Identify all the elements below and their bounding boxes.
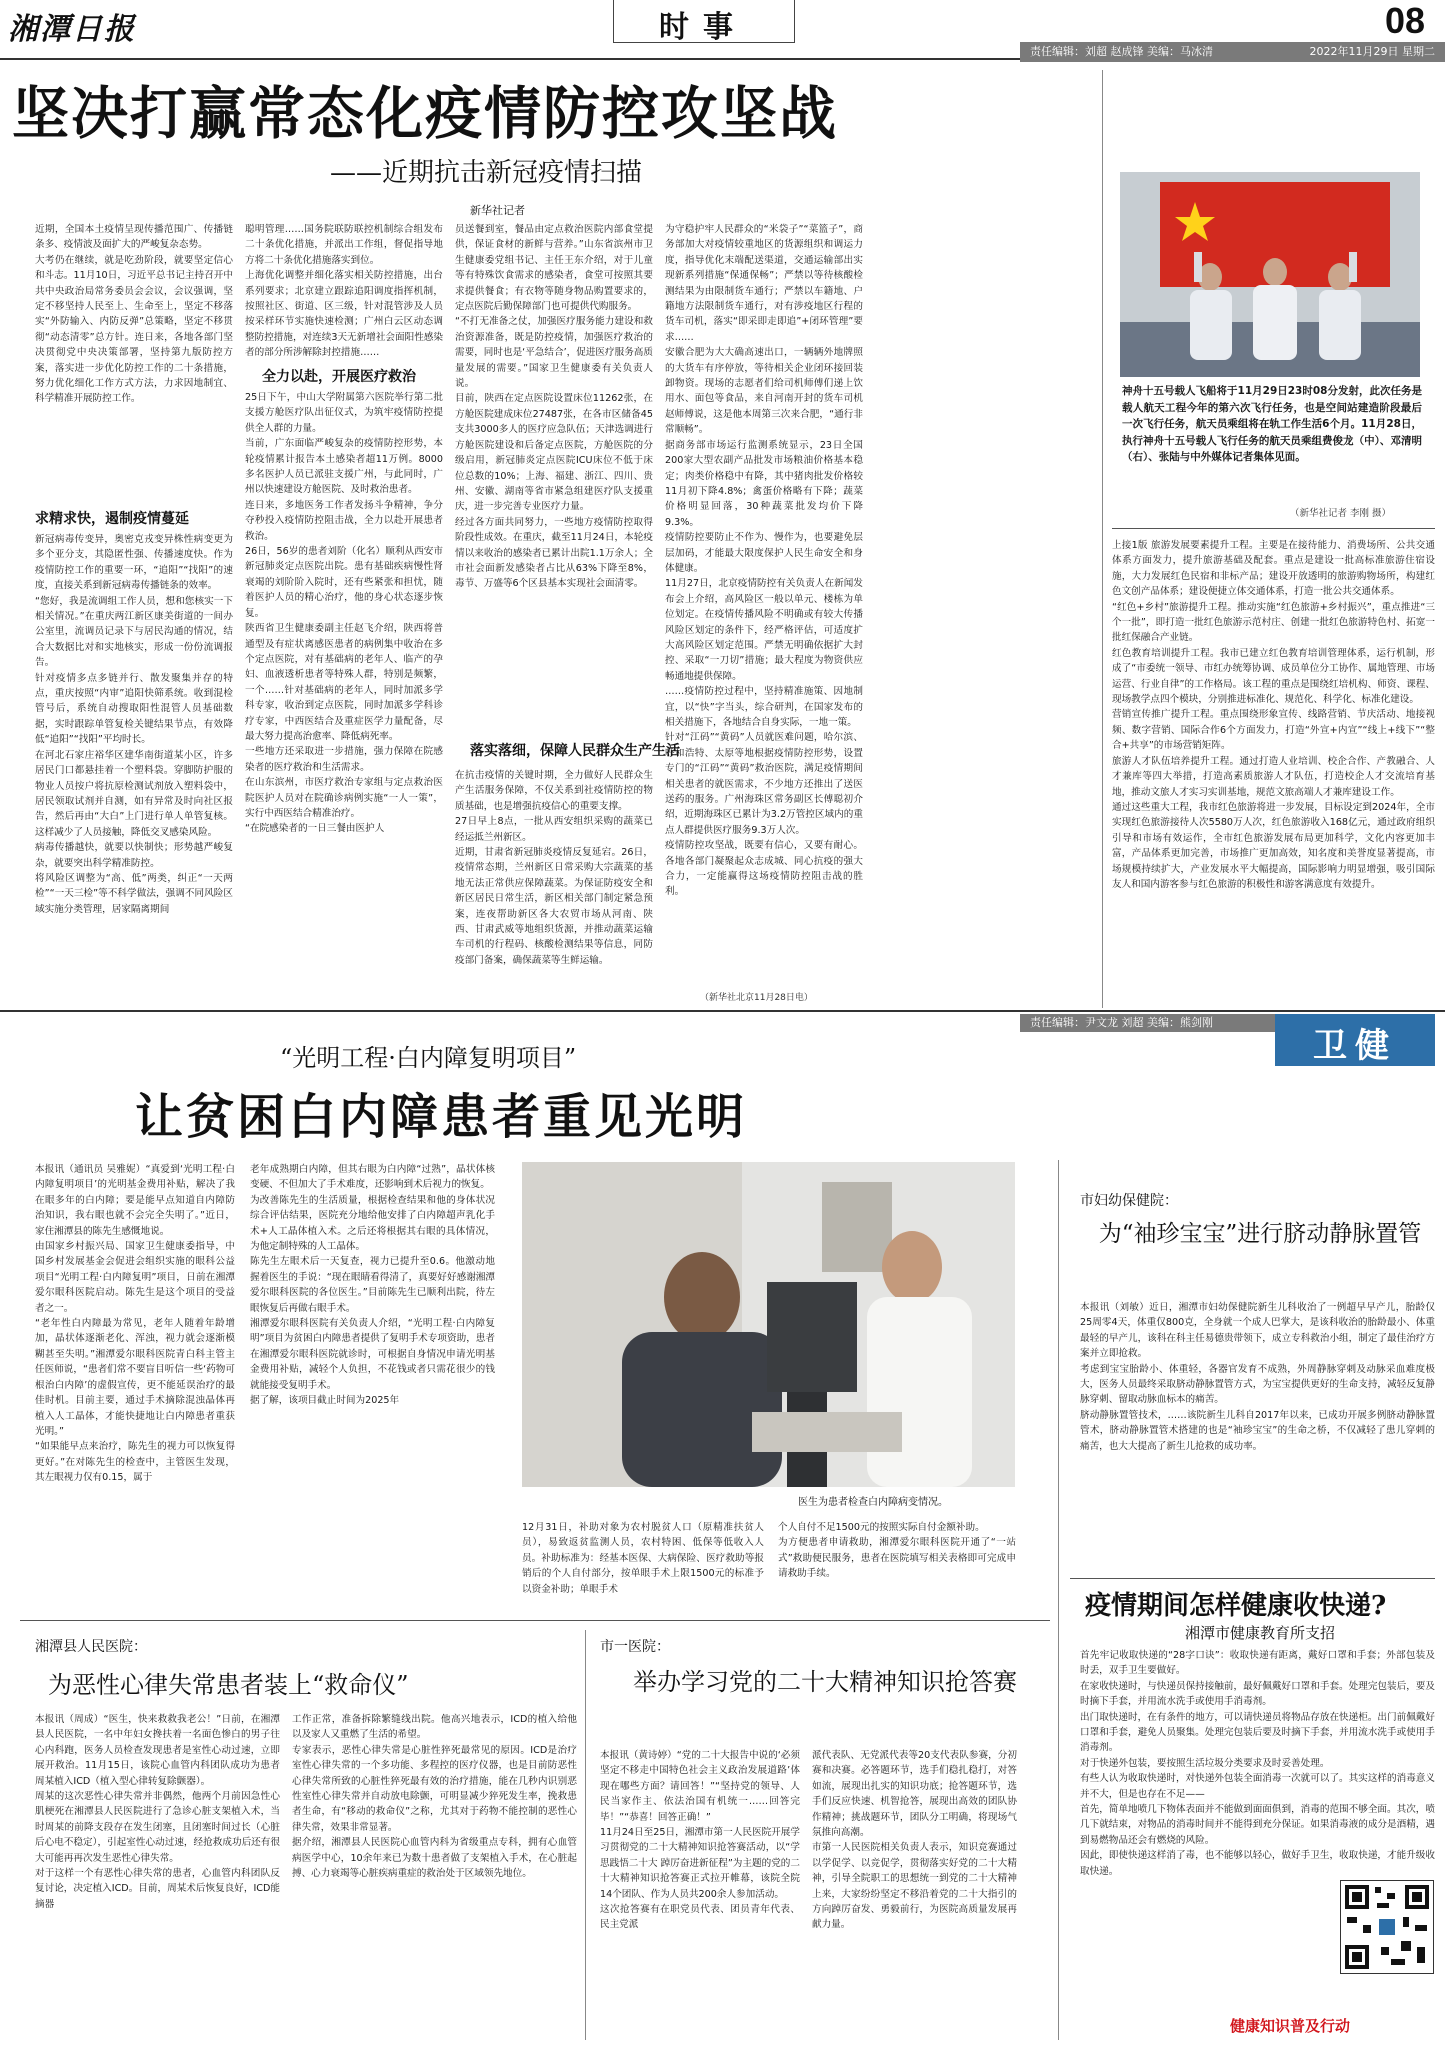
cataract-photo-caption: 医生为患者检查白内障病变情况。: [798, 1497, 948, 1508]
astronaut-photo: [1120, 172, 1420, 377]
cataract-exam-photo: [522, 1162, 1015, 1487]
lower-mid-divider: [585, 1630, 586, 2040]
first-hospital-column-1: 本报讯（黄诗婷）“党的二十大报告中说的‘必须坚定不移走中国特色社会主义政治发展道路’体现在哪些方面？请回答！”“坚持党的领导、人民当家作主、依法治国有机统一……回答完毕！”“恭喜！回答正确！” 11月24日至25日，湘潭市第一人民医院开展学习贯彻党的二十大精神知识抢答赛活动，以“学思践悟二十大 踔厉奋进新征程”为主题的党的二十大精神知识抢答赛正式拉开帷幕，该院全院14个团队、作为人员共200余人参加活动。 这次抢答赛有在职党员代表、团员青年代表、民主党派: [600, 1750, 800, 1931]
health-headline: 让贫困白内障患者重见光明: [135, 1089, 748, 1145]
advice-block-rule: [1070, 1578, 1435, 1579]
story-dateline: （新华社北京11月28日电）: [700, 993, 813, 1003]
health-campaign-brand: [1230, 2015, 1350, 2036]
photo-caption: 神舟十五号载人飞船将于11月29日23时08分发射，此次任务是载人航天工程今年的第六次飞行任务，也是空间站建造阶段最后一次飞行任务，航天员乘组将在轨工作生活6个月。11月28日，执行神舟十五号载人飞行任务的航天员乘组费俊龙（中）、邓清明（右）、张陆与中外媒体记者集体见面。: [1122, 385, 1422, 463]
story-column-4: 为守稳护牢人民群众的“米袋子”“菜篮子”，商务部加大对疫情较重地区的货源组织和调运力度，指导优化末端配送渠道，交通运输部出实现新系列措施“保通保畅”；严禁以等待核酸检测结果为由限制货车通行；严禁以车籍地、户籍地方法限制货车通行，对有涉疫地区行程的货车司机，落实“即采即走即追”+闭环管理”要求…… 安徽合肥为大大确高速出口，一辆辆外地牌照的大货车有序停放，等待相关企业闭环接回装卸物资。现场的志愿者们给司机师傅们递上饮用水、面包等食品，来自河南开封的货车司机赵师傅说，这是他本周第三次来合肥，“通行非常顺畅”。 据商务部市场运行监测系统显示，23日全国200家大型农副产品批发市场粮油价格基本稳定；肉类价格稳中有降，其中猪肉批发价格较11月初下降4.8%；禽蛋价格略有下降；蔬菜价格明显回落，30种蔬菜批发均价下降9.3%。 疫情防控要防止不作为、慢作为，也要避免层层加码，才能最大限度保护人民生命安全和身体健康。 11月27日，北京疫情防控有关负责人在新闻发布会上介绍，高风险区一般以单元、楼栋为单位划定。在疫情传播风险不明确或有较大传播风险区划定的条件下，经严格评估，可适度扩大高风险区划定范围。严禁无明确依据扩大封控、采取“一刀切”措施；最大程度为物资供应畅通地提供保障。 ……疫情防控过程中，坚持精准施策、因地制宜，以“快”字当头，综合研判，在国家发布的相关措施下，各地结合自身实际，一地一策。 针对“江码”“黄码”人员就医难问题，哈尔滨、呼和浩特、太原等地根据疫情防控形势，设置专门的“江码”“黄码”救治医院，满足疫情期间相关患者的就医需求，不少地方还推出了送医送药的服务。广州海珠区常务副区长傅聪初介绍，近期海珠区已累计为3.2万管控区域内的重点人群提供医疗服务9.3万人次。 疫情防控攻坚战，既要有信心，又要有耐心。各地各部门凝聚起众志成城、同心抗疫的强大合力，一定能赢得这场疫情防控阻击战的胜利。: [665, 224, 863, 898]
story-column-2a: 聪明管理……国务院联防联控机制综合组发布二十条优化措施，并派出工作组，督促指导地方将二十条优化措施落实到位。 上海优化调整并细化落实相关防控措施，出台系列要求；北京建立跟踪追阳调度指挥机制，按照社区、街道、区三级，针对混管涉及人员按采样环节实施快速检测；广州白云区动态调整防控措施，对连续3天无新增社会面阳性感染者的部分所涉解除封控措施……: [245, 224, 443, 359]
subhead-3: 落实落细，保障人民群众生产生活: [470, 743, 680, 759]
mch-kicker: 市妇幼保健院：: [1080, 1193, 1178, 1209]
health-column-1: 本报讯（通讯员 吴雅妮）“真爱到‘光明工程·白内障复明项目’的光明基金费用补贴，解决了我在眼多年的白内障；要是能早点知道自内障防治知识，我右眼也就不会完全失明了。”近日，家住湘潭县的陈先生感慨地说。 由国家乡村振兴局、国家卫生健康委指导，中国乡村发展基金会促进会组织实施的眼科公益项目“光明工程·白内障复明”项目，日前在湘潭爱尔眼科医院启动。陈先生是这个项目的受益者之一。 “老年性白内障最为常见，老年人随着年龄增加，晶状体逐渐老化、浑浊，视力就会逐渐模糊甚至失明。”湘潭爱尔眼科医院青白科主管主任医师说，“患者们常不要盲目听信一些‘药物可根治白内障’的虚假宣传，更不能延误治疗的最佳时机。目前主要，通过手术摘除混浊晶体再植入人工晶体，才能快捷地让白内障患者重获光明。” “如果能早点来治疗，陈先生的视力可以恢复得更好。”在对陈先生的检查中，主管医生发现，其左眼视力仅有0.15，属于: [35, 1164, 235, 1484]
top-story-subheadline: ——近期抗击新冠疫情扫描: [330, 158, 643, 188]
astronaut-photo-illustration: [1120, 172, 1420, 377]
section-title: 时事: [659, 10, 747, 45]
photo-block-rule: [1112, 528, 1435, 529]
advice-headline: 疫情期间怎样健康收快递?: [1085, 1591, 1387, 1621]
story-column-3a: 员送餐到室，餐品由定点救治医院内部食堂提供，保证食材的新鲜与营养。”山东省滨州市卫生健康委党组书记、主任王东介绍，对于儿童等有特殊饮食需求的感染者，食堂可按照其要求提供餐食；有衣物等随身物品购置要求的，定点医院后勤保障部门也可提供代购服务。 “不打无准备之仗，加强医疗服务能力建设和救治资源准备，既是防控疫情，加强医疗救治的需要，同时也是‘平急结合’，促进医疗服务高质量发展的需要。”国家卫生健康委有关负责人说。 目前，陕西在定点医院设置床位11262张，在方舱医院建成床位27487张，在各市区储备45支共3000多人的医疗应急队伍；天津选调进行方舱医院建设和后备定点医院，方舱医院的分级启用，新冠肺炎定点医院ICU床位不低于床位总数的10%；上海、福建、浙江、四川、贵州、安徽、湖南等省市紧急组建医疗队支援重庆，进一步完善专业医疗力量。 经过各方面共同努力，一些地方疫情防控取得阶段性成效。在重庆，截至11月24日，本轮疫情以来收治的感染者已累计出院1.1万余人；全市社会面新发感染者占比从63%下降至8%，毒节、万盛等6个区县基本实现社会面清零。: [455, 224, 653, 590]
mch-headline: 为“袖珍宝宝”进行脐动静脉置管: [1098, 1221, 1422, 1247]
county-hospital-kicker: 湘潭县人民医院：: [35, 1639, 147, 1655]
editor-names: 责任编辑：刘超 赵成锋 美编：马冰清: [1030, 45, 1213, 58]
story-column-2b: 25日下午，中山大学附属第六医院举行第二批支援方舱医疗队出征仪式，为筑牢疫情防控提供全人群的力量。 当前，广东面临严峻复杂的疫情防控形势，本轮疫情累计报告本土感染者超11万例。8000多名医护人员已派驻支援广州，与此同时，广州以快速建设方舱医院、及时救治患者。 连日来，多地医务工作者发扬斗争精神，争分夺秒投入疫情防控阻击战，全力以赴开展患者救治。 26日，56岁的患者刘阶（化名）顺利从西安市新冠肺炎定点医院出院。患有基础疾病慢性肾衰竭的刘阶阶入院时，还有些紧张和担忧，随着医护人员的精心治疗，他的身心状态逐步恢复。 陕西省卫生健康委副主任赵飞介绍，陕西将普通型及有症状离感医患者的病例集中收治在多个定点医院，对有基础病的老年人、临产的孕妇、血液透析患者等特殊人群，特别是频繁，一个……针对基础病的老年人，同时加派多学科专家，收治到定点医院，同时加派多学科诊疗专家，中西医结合及重症医学力量配备，尽最大努力提高治愈率、降低病死率。 一些地方还采取进一步措施，强力保障在院感染者的医疗救治和生活需求。 在山东滨州，市医疗救治专家组与定点救治医院医护人员对在院确诊病例实施“一人一策”，实行中西医结合精准治疗。 “在院感染者的一日三餐由医护人: [245, 392, 443, 835]
story-column-1b: 新冠病毒传变异，奥密克戎变异株性病变更为多个亚分支，其隐匿性强、传播速度快。作为疫情防控工作的重要一环，“追阳”“找阳”的速度，直接关系到新冠病毒传播链条的效率。 “您好，我是流调组工作人员，想和您核实一下相关情况。”在重庆两江新区康美街道的一间办公室里，流调员记录下与居民沟通的情况，结合大数据比对和实地核实，形成一份份流调报告。 针对疫情多点多链并行、散发聚集并存的特点，重庆按照“内审”追阳快筛系统。收到混检管号后，系统自动搜取阳性混管人员基础数据，实时跟踪单管复检关键结果节点，有效降低“追阳”“找阳”平均时长。 在河北石家庄裕华区建华南街道某小区，许多居民门口都悬挂着一个塑料袋。穿脚防护服的物业人员按户将抗原检测试剂放入塑料袋中，居民领取试剂并自测，如有异常及时向社区报告，然后再由“大白”上门进行单人单管复核。这样减少了人员接触，降低交叉感染风险。 病毒传播越快，就要以快制快；形势越严峻复杂，就要突出科学精准防控。 将风险区调整为“高、低”两类，纠正“一天两检”“一天三检”等不科学做法，强调不同风险区域实施分类管理，居家隔离期间: [35, 534, 233, 915]
subhead-1: 求精求快，遏制疫情蔓延: [35, 511, 189, 527]
health-right-divider: [1058, 1160, 1059, 2040]
top-story-headline: 坚决打赢常态化疫情防控攻坚战: [12, 80, 838, 147]
county-hospital-headline: 为恶性心律失常患者装上“救命仪”: [48, 1671, 409, 1699]
health-kicker: “光明工程·白内障复明项目”: [280, 1044, 577, 1072]
county-hospital-column-2: 工作正常，准备拆除繁缝线出院。他高兴地表示，ICD的植入给他以及家人又重燃了生活的希望。 专家表示，恶性心律失常是心脏性猝死最常见的原因。ICD是治疗室性心律失常的一个多功能、多程控的医疗仪器，也是目前防恶性心律失常所致的心脏性猝死最有效的治疗措施，能在几秒内识别恶性室性心律失常并自动放电除颤，可明显减少猝死发生率，挽救患者生命，有“移动的救命仪”之称，尤其对于药物不能控制的恶性心律失常，效果非常显著。 据介绍，湘潭县人民医院心血管内科为省级重点专科，拥有心血管病医学中心，10余年来已为数十患者做了支架植入手术，在心脏起搏、心力衰竭等心脏疾病重症的救治处于区域领先地位。: [292, 1714, 577, 1880]
qr-code-icon: [1341, 1881, 1433, 1973]
mch-headline-line: [1095, 1218, 1425, 1250]
health-column-4: 个人自付不足1500元的按照实际自付金额补助。 为方便患者申请救助，湘潭爱尔眼科医院开通了“一站式”救助便民服务，患者在医院填写相关表格即可完成申请救助手续。: [778, 1522, 1016, 1580]
qr-code: [1340, 1880, 1434, 1974]
health-column-3: 12月31日，补助对象为农村脱贫人口（原精准扶贫人员），易致返贫监测人员，农村特困、低保等低收入人员。补助标准为：经基本医保、大病保险、医疗救助等报销后的个人自付部分，按单眼手术上限1500元的标准予以资金补助；单眼手术: [522, 1522, 764, 1595]
masthead: [0, 0, 1445, 60]
health-section-title: 卫健: [1313, 1026, 1397, 1066]
mch-body: 本报讯（刘敏）近日，湘潭市妇幼保健院新生儿科收治了一例超早早产儿，胎龄仅25周零4天，体重仅800克，全身就一个成人巴掌大，是该科收治的胎龄最小、体重最轻的早产儿，该科在科主任易德贵带领下，成立专科救治小组，制定了最佳治疗方案并立即抢救。 考虑到宝宝胎龄小、体重轻，各器官发育不成熟，外周静脉穿刺及动脉采血难度极大，医务人员最终采取脐动静脉置管方式，为宝宝提供更好的生命支持，减轻反复静脉穿刺、留取动脉血标本的痛苦。 脐动静脉置管技术，……该院新生儿科自2017年以来，已成功开展多例脐动静脉置管术，脐动静脉置管术搭建的也是“袖珍宝宝”的生命之桥，不仅减轻了患儿穿刺的痛苦，也大大提高了新生儿抢救的成功率。: [1080, 1302, 1435, 1452]
editor-bar: [1020, 42, 1445, 62]
first-hospital-column-2: 派代表队、无党派代表等20支代表队参赛，分初赛和决赛。必答题环节，选手们稳扎稳打，对答如流，展现出扎实的知识功底；抢答题环节，选手们反应快速、机智抢答，展现出高效的团队协作精神；挑战题环节，团队分工明确，将现场气氛推向高潮。 市第一人民医院相关负责人表示，知识竞赛通过以学促学、以竞促学，贯彻落实好党的二十大精神，引导全院职工的思想统一到党的二十大精神上来，大家纷纷坚定不移沿着党的二十大指引的方向踔厉奋发、勇毅前行，为医院高质量发展再献力量。: [812, 1750, 1017, 1931]
newspaper-logo: 湘潭日报: [8, 12, 136, 47]
section-divider: [0, 1010, 1445, 1012]
first-hospital-kicker: 市一医院：: [600, 1639, 670, 1655]
top-story-byline: 新华社记者: [470, 204, 525, 217]
photo-credit: （新华社记者 李刚 摄）: [1290, 508, 1392, 519]
advice-source: 湘潭市健康教育所支招: [1185, 1624, 1336, 1642]
masthead-rule: [0, 58, 1020, 60]
page-number: 08: [1385, 0, 1426, 41]
lower-block-rule: [20, 1620, 1050, 1621]
health-editor-bar: 责任编辑：尹文龙 刘超 美编：熊剑刚: [1020, 1014, 1275, 1032]
right-column-divider: [1102, 70, 1103, 1008]
cataract-exam-illustration: [522, 1162, 1015, 1487]
advice-body: 首先牢记收取快递的“28字口诀”：收取快递有距离，戴好口罩和手套；外部包装及时丢，双手卫生要做好。 在家收快递时，与快递员保持接触前，最好佩戴好口罩和手套。处理完包装后，要及时摘下手套，并用流水洗手或使用手消毒剂。 出门取快递时，在有条件的地方，可以请快递员将物品存放在快递柜。出门前佩戴好口罩和手套，避免人员聚集。处理完包装后要及时摘下手套，并用流水洗手或使用手消毒剂。 对于快递外包装，要按照生活垃圾分类要求及时妥善处理。 有些人认为收取快递时，对快递外包装全面消毒一次就可以了。其实这样的消毒意义并不大，但是也存在不足—— 首先，简单地喷几下物体表面并不能做到面面俱到，消毒的范围不够全面。其次，喷几下就结束，对物品的消毒时间并不能得到充分保证。如果消毒液的成分是酒精，遇到易燃物品还会有燃烧的风险。 因此，即使快递这样消了毒，也不能够以轻心，做好手卫生，收取快递，才能升级收取快递。: [1080, 1650, 1435, 1877]
issue-date: 2022年11月29日 星期二: [1309, 45, 1435, 58]
county-hospital-column-1: 本报讯（周成）“医生，快来救救我老公！”日前，在湘潭县人民医院，一名中年妇女搀扶着一名面色惨白的男子往心内科跑，医务人员检查发现患者是室性心动过速，立即展开救治。11月15日，该院心血管内科团队成功为患者周某植入ICD（植入型心律转复除颤器）。 周某的这次恶性心律失常并非偶然，他两个月前因急性心肌梗死在湘潭县人民医院进行了急诊心脏支架植入术，当时周某的前降支段存在发生闭塞，且闭塞时间过长（心脏后心电不稳定），引起室性心动过速，经抢救成功后还有很大可能再再次发生恶性心律失常。 对于这样一个有恶性心律失常的患者，心血管内科团队反复讨论，决定植入ICD。目前，周某术后恢复良好，ICD能摘器: [35, 1714, 280, 1910]
first-hospital-headline: 举办学习党的二十大精神知识抢答赛: [633, 1668, 1017, 1696]
health-campaign-brand-text: 健康知识普及行动: [1230, 2017, 1351, 2035]
continued-story: 上接1版 旅游发展要素提升工程。主要是在接待能力、消费场所、公共交通体系方面发力，提升旅游基础及配套。重点是建设一批高标准旅游住宿设施，大力发展红色民宿和非标产品；建设开放透明的旅游购物场所，构建红色文创产品体系；建设便捷立体交通体系，打造一批公共交通体系。 “红色+乡村”旅游提升工程。推动实施“红色旅游+乡村振兴”，重点推进“三个一批”，即打造一批红色旅游示范村庄、创建一批红色旅游特色村、拓宽一批红保融合产业链。 红色教育培训提升工程。我市已建立红色教育培训管理体系，运行机制，形成了“市委统一领导、市红办统筹协调、成员单位分工协作、属地管理、市场运营、行业自律”的工作格局。该工程的重点是围绕红培机构、师资、课程、现场教学点四个模块，分别推进标准化、规范化、科学化、标准化建设。 营销宣传推广提升工程。重点围绕形象宣传、线路营销、节庆活动、地接视频、数字营销、国际合作6个方面发力，打造“外宣+内宣”“线上+线下”“整合+共享”的市场营销矩阵。 旅游人才队伍培养提升工程。通过打造人业培训、校企合作、产教融合、人才兼库等四大举措，打造高素质旅游人才队伍，打造校企人才交流培育基地，推动文旅人才实习实训基地，规范文旅高端人才兼库建设工作。 通过这些重大工程，我市红色旅游将进一步发展，目标设定到2024年，全市实现红色旅游接待人次5580万人次，红色旅游收入168亿元，通过政府组织引导和市场有效运作，全市红色旅游发展布局更加科学，文化内容更加丰富，产品体系更加完善，市场推广更加高效，知名度和美誉度显著提高，市场规模持续扩大，产业发展水平大幅提高，国际影响力明显增强，吸引国际友人和国内游客参与红色旅游的积极性和游客满意度有效提升。: [1112, 540, 1435, 890]
subhead-2: 全力以赴，开展医疗救治: [262, 369, 416, 385]
story-column-1a: 近期，全国本土疫情呈现传播范围广、传播链条多、疫情波及面扩大的严峻复杂态势。 大考仍在继续，就是吃劲阶段，就要坚定信心和斗志。11月10日，习近平总书记主持召开中共中央政治局常务委员会会议，会议强调，坚定不移坚持人民至上、生命至上，坚定不移落实“外防输入、内防反弹”总策略，坚定不移贯彻“动态清零”总方针。连日来，各地各部门坚决贯彻党中央决策部署，坚持第九版防控方案，落实进一步优化防控工作的二十条措施，努力优化细化工作方式方法，力求因地制宜、科学精准开展防控工作。: [35, 224, 233, 405]
health-column-2: 老年成熟期白内障，但其右眼为白内障“过熟”，晶状体核变硬、不但加大了手术难度，还影响到术后视力的恢复。 为改善陈先生的生活质量，根据检查结果和他的身体状况综合评估结果，医院充分地给他安排了白内障超声乳化手术+人工晶体植入术。之后还将根据其右眼的具体情况，为他定制特殊的人工晶体。 陈先生左眼术后一天复查，视力已提升至0.6。他激动地握着医生的手说：“现在眼睛看得清了，真要好好感谢湘潭爱尔眼科医院的各位医生。”目前陈先生已顺利出院，待左眼恢复后再做右眼手术。 湘潭爱尔眼科医院有关负责人介绍，“光明工程·白内障复明”项目为贫困白内障患者提供了复明手术专项资助，患者在湘潭爱尔眼科医院就诊时，可根据自身情况申请光明基金费用补贴，减轻个人负担，不花钱或者只需花很少的钱就能接受复明手术。 据了解，该项目截止时间为2025年: [250, 1164, 495, 1407]
story-column-3b: 在抗击疫情的关键时期，全力做好人民群众生产生活服务保障，不仅关系到社疫情防控的物质基础，也是增强抗疫信心的重要支撑。 27日早上8点，一批从西安组织采购的蔬菜已经运抵兰州新区。 近期，甘肃省新冠肺炎疫情反复延宕。26日，疫情常态期，兰州新区日常采购大宗蔬菜的基地无法正常供应保障蔬菜。为保证防疫安全和新区居民日常生活，新区相关部门制定紧急预案，连夜帮助新区各大农贸市场从河南、陕西、甘肃武威等地组织货源，并推动蔬菜运输车司机的行程码、核酸检测结果等信息，同防疫部门备案，确保蔬菜等生鲜运输。: [455, 770, 653, 966]
